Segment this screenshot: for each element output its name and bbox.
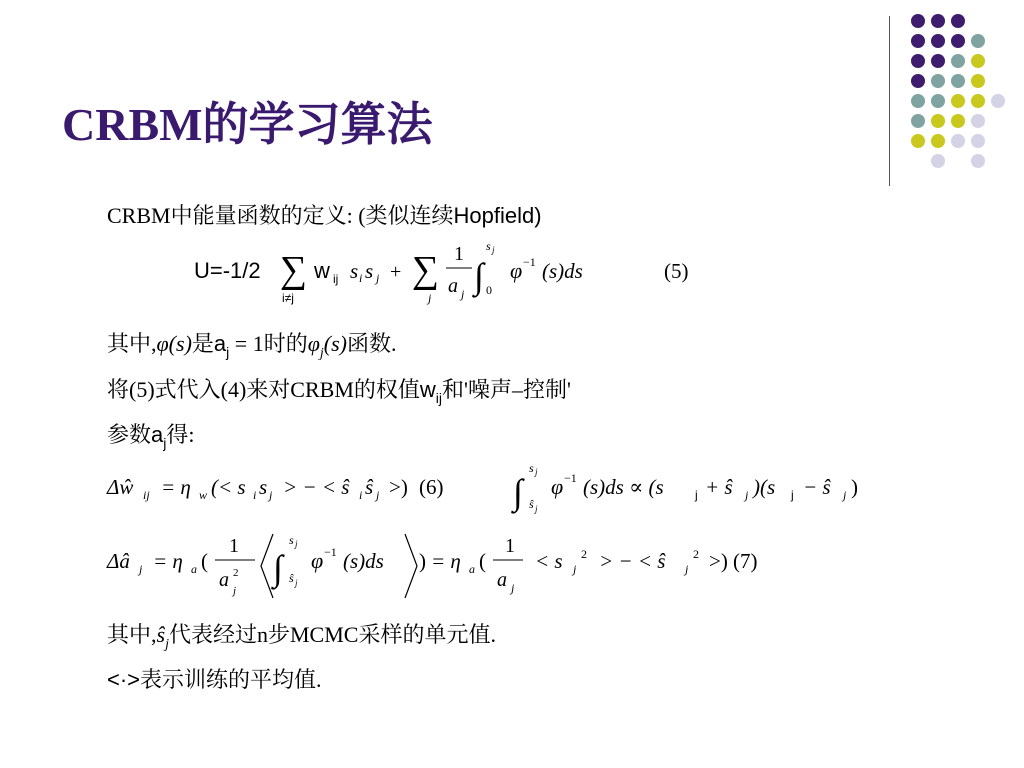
decorative-dot bbox=[911, 94, 925, 108]
decorative-dot bbox=[911, 74, 925, 88]
eq7-eta2-sub: a bbox=[469, 562, 475, 576]
where-phi-line bbox=[107, 327, 397, 362]
shat-definition-line bbox=[107, 618, 496, 653]
eq6-end: >) bbox=[389, 475, 408, 499]
eq6-rhs-j2: j bbox=[745, 488, 749, 502]
eq5-w-sub: ij bbox=[333, 272, 339, 286]
decorative-dot bbox=[931, 34, 945, 48]
decorative-dot bbox=[931, 54, 945, 68]
eq7-frac-a-sup: 2 bbox=[233, 567, 239, 579]
eq7-gt: > − < ŝ bbox=[599, 549, 666, 573]
eq7-integral: ∫ bbox=[273, 548, 283, 588]
eq7-eta: = η bbox=[153, 549, 183, 573]
decorative-dot bbox=[951, 94, 965, 108]
eq7-shat-sub: j bbox=[685, 562, 689, 576]
slide-title: CRBM的学习算法 bbox=[62, 99, 433, 150]
eq6-rhs-end: ) bbox=[851, 475, 858, 499]
param-prefix: 参数 bbox=[107, 422, 152, 447]
eq5-frac-denominator: a bbox=[448, 275, 458, 297]
eq5-phi: φ bbox=[510, 258, 523, 283]
eq6-s2: s bbox=[259, 475, 268, 499]
decorative-dot bbox=[931, 74, 945, 88]
eq5-sum-index-2: j bbox=[428, 291, 432, 305]
eq5-arg: (s)ds bbox=[542, 259, 583, 283]
decorative-dot bbox=[951, 134, 965, 148]
parameter-line bbox=[107, 418, 195, 451]
shat-sub: j bbox=[165, 637, 169, 652]
eq6-rhs-j1: j bbox=[695, 488, 698, 502]
eq6-eta: = η bbox=[161, 475, 191, 499]
a-symbol: a bbox=[213, 331, 227, 356]
eq5-w: w bbox=[314, 258, 330, 283]
w-sub: ij bbox=[435, 390, 443, 406]
eq7-phi-exp: −1 bbox=[324, 545, 337, 559]
eq5-int-lower: 0 bbox=[486, 283, 492, 297]
eq6-eta-sub: w bbox=[199, 488, 208, 502]
decorative-dot bbox=[971, 134, 985, 148]
decorative-dot bbox=[931, 134, 945, 148]
substitute-suffix: 和'噪声–控制' bbox=[442, 377, 571, 402]
eq6-int-upper-sub: j bbox=[535, 467, 538, 477]
definition-text: CRBM中能量函数的定义: (类似连续 bbox=[107, 203, 454, 228]
where-prefix: 其中, bbox=[107, 331, 157, 356]
eq5-s1: s bbox=[350, 259, 359, 283]
decorative-dot bbox=[931, 14, 945, 28]
param-suffix: 得: bbox=[166, 422, 195, 447]
eq7-frac2-a: a bbox=[497, 569, 507, 591]
eq6-rhs-plus: + ŝ bbox=[705, 475, 733, 499]
eq5-sum-symbol-2: ∑ bbox=[412, 249, 440, 291]
eq7-delta-a: Δâ bbox=[107, 549, 130, 573]
eq6-s3: ŝ bbox=[365, 475, 374, 499]
decorative-dot bbox=[931, 154, 945, 168]
decorative-dot bbox=[911, 34, 925, 48]
a-sub: j bbox=[226, 344, 230, 360]
decorative-dot bbox=[971, 114, 985, 128]
eq6-w-sub: ij bbox=[143, 488, 150, 502]
eq6-rhs-j4: j bbox=[843, 488, 847, 502]
eq6-rhs-minus: − ŝ bbox=[803, 475, 831, 499]
eq7-frac-a-sub: j bbox=[233, 585, 237, 597]
eq7-shat-sup: 2 bbox=[693, 547, 699, 561]
eq-one: = 1 bbox=[229, 331, 264, 356]
eq7-left-angle bbox=[261, 534, 273, 598]
eq6-body: (< s bbox=[211, 475, 246, 499]
eq6-phi: φ bbox=[551, 474, 564, 499]
eq7-s-sub: j bbox=[573, 562, 577, 576]
average-line bbox=[107, 663, 322, 694]
phij-arg: (s) bbox=[323, 331, 348, 356]
eq6-mid-j: j bbox=[376, 488, 380, 502]
eq6-int-lower: ŝ bbox=[529, 497, 534, 511]
eq7-int-lower: ŝ bbox=[289, 571, 294, 585]
decorative-dot bbox=[911, 134, 925, 148]
decorative-dot bbox=[951, 74, 965, 88]
eq5-number: (5) bbox=[664, 259, 689, 283]
eq5-lhs: U=-1/2 bbox=[194, 258, 261, 283]
decorative-dot bbox=[911, 114, 925, 128]
param-a: a bbox=[151, 422, 164, 447]
when-text: 时的 bbox=[263, 331, 308, 356]
eq6-phi-exp: −1 bbox=[564, 471, 577, 485]
eq6-rhs-j3: j bbox=[791, 488, 794, 502]
eq7-a-sub: j bbox=[139, 562, 143, 576]
eq7-close: ) bbox=[419, 549, 426, 573]
param-a-sub: j bbox=[163, 435, 167, 451]
phij-symbol: φ bbox=[307, 331, 320, 356]
decorative-dot bbox=[971, 34, 985, 48]
eq6-body-i: i bbox=[253, 488, 257, 502]
eq6-delta-w: Δŵ bbox=[107, 475, 134, 499]
eq6-int-lower-sub: j bbox=[535, 504, 538, 514]
average-symbol: <·> bbox=[107, 667, 141, 692]
eq6-integral: ∫ bbox=[513, 472, 523, 512]
eq7-int-upper-sub: j bbox=[295, 539, 298, 549]
eq7-open: ( bbox=[201, 549, 208, 573]
definition-line bbox=[107, 199, 542, 230]
eq5-int-upper-sub: j bbox=[492, 245, 495, 255]
eq7-end: >) bbox=[709, 549, 728, 573]
decorative-dot bbox=[951, 34, 965, 48]
decorative-dot bbox=[931, 114, 945, 128]
w-symbol: w bbox=[419, 377, 436, 402]
eq5-sum-index-1: i≠j bbox=[282, 291, 294, 305]
decorative-dot bbox=[911, 54, 925, 68]
decorative-dot bbox=[971, 94, 985, 108]
decorative-dot bbox=[951, 114, 965, 128]
divider-line bbox=[889, 16, 890, 186]
eq7-frac-one: 1 bbox=[229, 535, 239, 557]
hopfield-text: Hopfield) bbox=[453, 203, 542, 228]
where-suffix: 函数. bbox=[347, 331, 397, 356]
eq5-plus: + bbox=[390, 261, 402, 283]
decorative-dot bbox=[931, 94, 945, 108]
average-text: 表示训练的平均值. bbox=[140, 667, 322, 692]
substitute-line bbox=[107, 373, 571, 406]
eq7-frac-a: a bbox=[219, 569, 229, 591]
eq7-lt: < s bbox=[535, 549, 563, 573]
equation-7 bbox=[105, 528, 805, 608]
eq5-integral: ∫ bbox=[474, 256, 484, 296]
eq5-int-upper: s bbox=[486, 239, 491, 253]
shat-suffix: 代表经过n步MCMC采样的单元值. bbox=[168, 622, 496, 647]
eq7-phi: φ bbox=[311, 548, 324, 573]
eq7-open2: ( bbox=[479, 549, 486, 573]
eq5-frac-numerator: 1 bbox=[454, 243, 464, 265]
eq7-arg: (s)ds bbox=[343, 549, 384, 573]
eq7-int-lower-sub: j bbox=[295, 578, 298, 588]
eq5-s1-sub: i bbox=[359, 271, 363, 285]
eq6-body-j: j bbox=[269, 488, 273, 502]
eq6-mid-i: i bbox=[359, 488, 363, 502]
equation-5 bbox=[190, 236, 710, 308]
decorative-dot bbox=[971, 54, 985, 68]
eq5-s2-sub: j bbox=[376, 271, 380, 285]
decorative-dot bbox=[951, 54, 965, 68]
eq6-int-upper: s bbox=[529, 462, 534, 475]
eq5-s2: s bbox=[365, 259, 374, 283]
phi-symbol: φ(s) bbox=[156, 331, 192, 356]
shat-symbol: ŝ bbox=[156, 622, 166, 647]
phij-sub: j bbox=[319, 346, 324, 361]
shat-prefix: 其中, bbox=[107, 622, 157, 647]
decorative-dot bbox=[911, 14, 925, 28]
eq7-eta2: = η bbox=[431, 549, 461, 573]
equation-6 bbox=[105, 462, 885, 522]
eq5-frac-denominator-sub: j bbox=[461, 287, 465, 301]
is-text: 是 bbox=[191, 331, 214, 356]
decorative-dot bbox=[991, 94, 1005, 108]
decorative-dot bbox=[971, 154, 985, 168]
eq5-sum-symbol-1: ∑ bbox=[280, 249, 308, 291]
eq7-int-upper: s bbox=[289, 533, 294, 547]
eq7-number: (7) bbox=[733, 549, 758, 573]
eq7-frac2-one: 1 bbox=[505, 535, 515, 557]
eq7-frac2-sub: j bbox=[511, 581, 515, 595]
decorative-dot bbox=[951, 14, 965, 28]
eq7-eta-sub: a bbox=[191, 562, 197, 576]
eq6-rhs-arg: (s)ds ∝ (s bbox=[583, 475, 664, 499]
substitute-prefix: 将(5)式代入(4)来对CRBM的权值 bbox=[107, 377, 420, 402]
decorative-dot bbox=[971, 74, 985, 88]
eq6-rhs-mid: )(s bbox=[753, 475, 776, 499]
eq6-number: (6) bbox=[419, 475, 444, 499]
eq6-mid: > − < ŝ bbox=[283, 475, 350, 499]
eq7-right-angle bbox=[405, 534, 417, 598]
eq7-s-sup: 2 bbox=[581, 547, 587, 561]
eq5-phi-exp: −1 bbox=[523, 255, 536, 269]
